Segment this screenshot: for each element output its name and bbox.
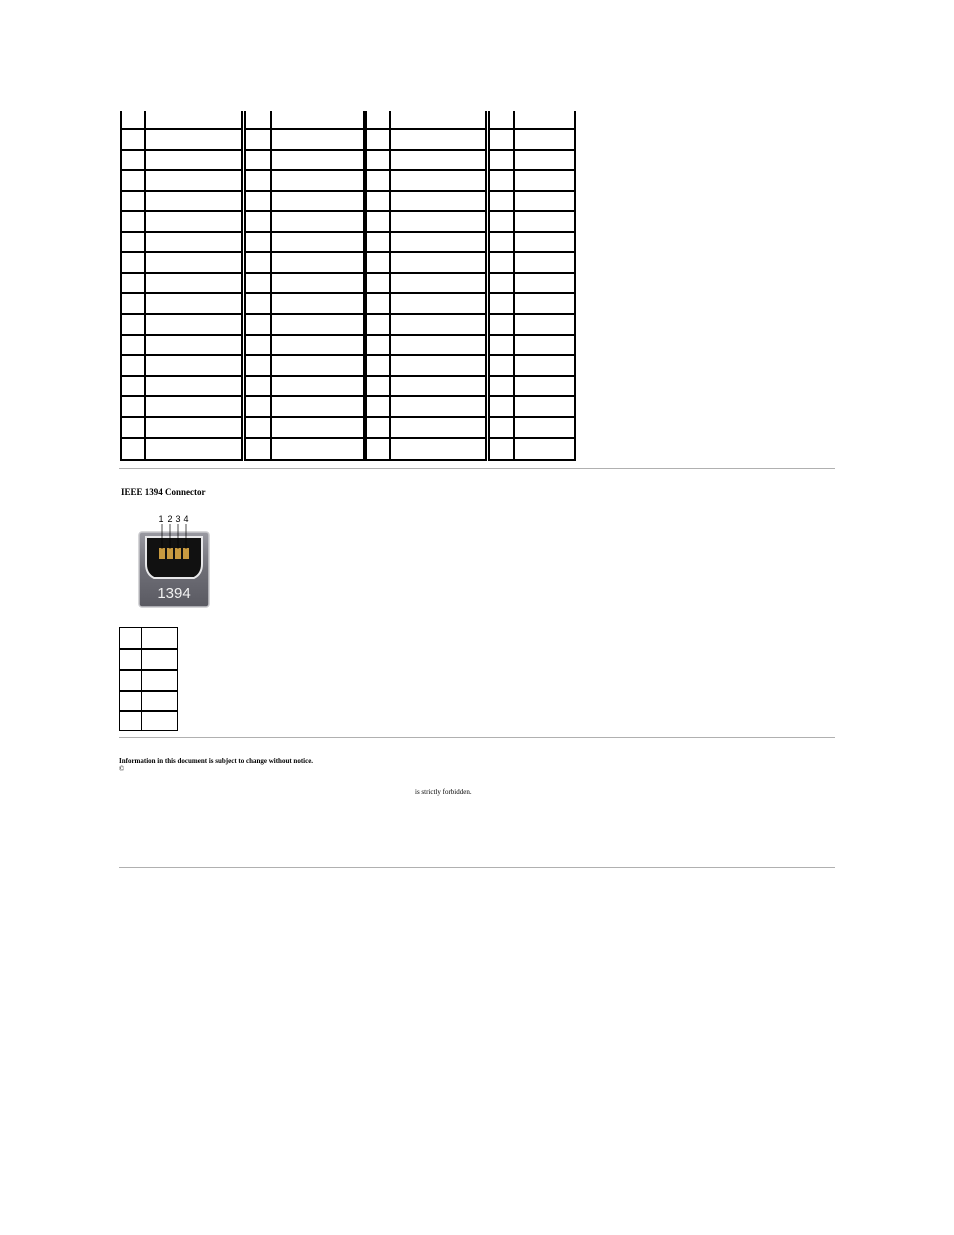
grid-row-line — [490, 354, 574, 356]
divider-rule-3 — [119, 867, 835, 868]
grid-row-line — [367, 210, 485, 212]
grid-row-line — [246, 210, 363, 212]
grid-row-line — [490, 416, 574, 418]
grid-row-line — [122, 416, 241, 418]
grid-row-line — [122, 210, 241, 212]
grid-row-line — [246, 375, 363, 377]
table-column-divider — [141, 628, 142, 730]
grid-row-line — [367, 292, 485, 294]
grid-row-line — [246, 354, 363, 356]
grid-row-line — [367, 272, 485, 274]
grid-row-line — [122, 169, 241, 171]
grid-row-line — [367, 251, 485, 253]
pinout-block-4 — [488, 111, 576, 461]
grid-row-line — [490, 231, 574, 233]
ieee1394-pin-table — [119, 627, 178, 731]
grid-row-line — [367, 354, 485, 356]
grid-row-line — [122, 251, 241, 253]
grid-row-line — [490, 334, 574, 336]
grid-row-line — [367, 313, 485, 315]
grid-row-line — [367, 169, 485, 171]
grid-row-line — [122, 190, 241, 192]
grid-row-line — [367, 437, 485, 439]
grid-row-line — [246, 272, 363, 274]
change-notice: Information in this document is subject to change without notice. — [119, 757, 314, 765]
grid-row-line — [246, 292, 363, 294]
grid-row-line — [122, 272, 241, 274]
table-row-line — [120, 669, 177, 671]
divider-rule-2 — [119, 737, 835, 738]
table-row-line — [120, 710, 177, 712]
grid-row-line — [246, 128, 363, 130]
grid-row-line — [246, 313, 363, 315]
grid-row-line — [122, 437, 241, 439]
grid-row-line — [122, 292, 241, 294]
grid-row-line — [367, 128, 485, 130]
grid-row-line — [122, 395, 241, 397]
grid-row-line — [122, 354, 241, 356]
connector-badge-text: 1394 — [157, 585, 191, 602]
grid-row-line — [122, 231, 241, 233]
grid-row-line — [122, 149, 241, 151]
pin-label-1: 1 — [158, 514, 164, 524]
grid-row-line — [490, 272, 574, 274]
table-row-line — [120, 690, 177, 692]
grid-row-line — [122, 313, 241, 315]
grid-row-line — [367, 375, 485, 377]
pinout-block-3 — [365, 111, 487, 461]
divider-rule-1 — [119, 468, 835, 469]
grid-row-line — [367, 149, 485, 151]
pinout-block-2 — [244, 111, 365, 461]
grid-row-line — [367, 231, 485, 233]
grid-row-line — [122, 375, 241, 377]
grid-row-line — [490, 375, 574, 377]
grid-row-line — [490, 313, 574, 315]
grid-row-line — [490, 395, 574, 397]
grid-row-line — [246, 149, 363, 151]
grid-row-line — [246, 231, 363, 233]
grid-row-line — [246, 169, 363, 171]
grid-row-line — [246, 190, 363, 192]
grid-row-line — [246, 395, 363, 397]
copyright-symbol: © — [119, 765, 125, 773]
grid-row-line — [367, 395, 485, 397]
grid-row-line — [490, 190, 574, 192]
grid-row-line — [246, 437, 363, 439]
forbidden-notice: is strictly forbidden. — [415, 788, 472, 796]
grid-row-line — [122, 128, 241, 130]
section-title: IEEE 1394 Connector — [121, 487, 206, 497]
pin-label-2: 2 — [167, 514, 173, 524]
grid-row-line — [367, 190, 485, 192]
grid-row-line — [367, 334, 485, 336]
grid-row-line — [367, 416, 485, 418]
grid-row-line — [490, 149, 574, 151]
grid-row-line — [246, 251, 363, 253]
grid-row-line — [490, 292, 574, 294]
grid-row-line — [490, 210, 574, 212]
pinout-block-1 — [120, 111, 243, 461]
grid-row-line — [122, 334, 241, 336]
pin-label-3: 3 — [175, 514, 181, 524]
grid-row-line — [490, 251, 574, 253]
ieee1394-connector-image — [138, 512, 210, 608]
grid-row-line — [490, 128, 574, 130]
grid-row-line — [246, 334, 363, 336]
table-row-line — [120, 648, 177, 650]
grid-row-line — [246, 416, 363, 418]
grid-row-line — [490, 169, 574, 171]
grid-row-line — [490, 437, 574, 439]
pin-label-4: 4 — [183, 514, 189, 524]
